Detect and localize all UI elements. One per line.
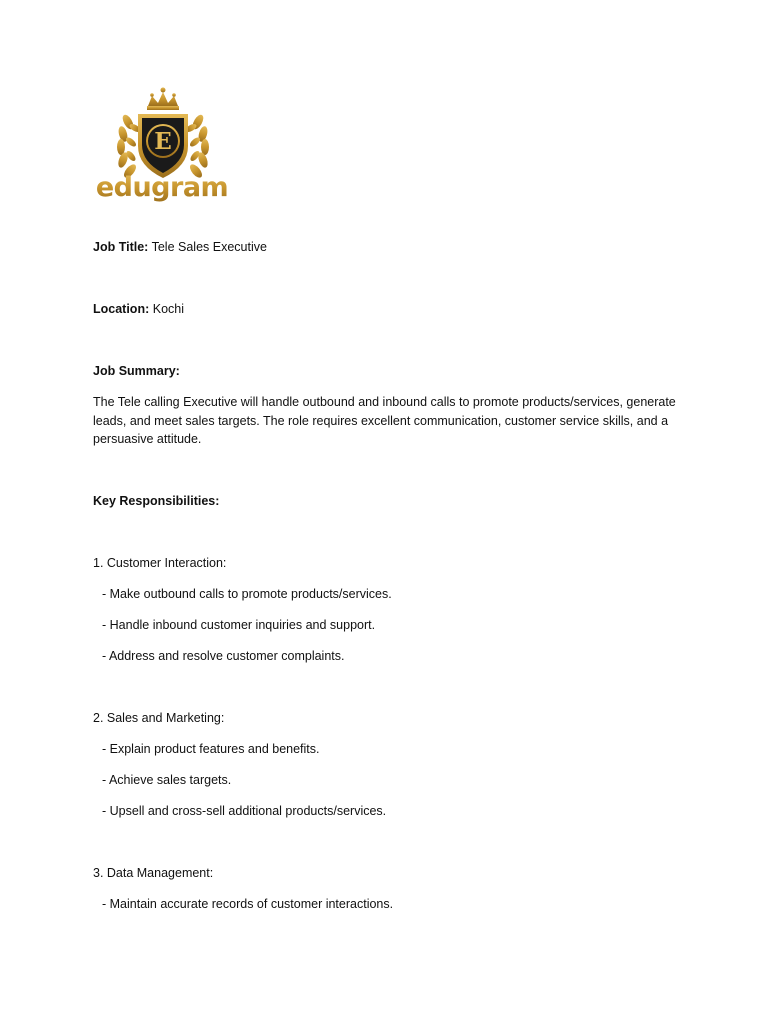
logo-emblem	[92, 86, 234, 222]
job-title-value: Tele Sales Executive	[151, 240, 267, 254]
list-item: - Make outbound calls to promote products/services.	[102, 587, 392, 601]
edugram-logo	[92, 86, 234, 222]
job-summary-heading: Job Summary:	[93, 364, 180, 378]
list-item: - Address and resolve customer complaints.	[102, 649, 345, 663]
list-item: - Handle inbound customer inquiries and support.	[102, 618, 376, 632]
key-responsibilities-heading: Key Responsibilities:	[93, 494, 220, 508]
location-line	[93, 300, 184, 318]
list-item: - Achieve sales targets.	[102, 773, 232, 787]
logo-wordmark: edugram	[95, 172, 229, 203]
section-title: 3. Data Management:	[93, 866, 214, 880]
section-title: 2. Sales and Marketing:	[93, 711, 225, 725]
list-item: - Maintain accurate records of customer interactions.	[102, 897, 394, 911]
laurel-right-icon	[184, 113, 209, 180]
job-title-line	[93, 238, 267, 256]
laurel-left-icon	[117, 113, 142, 180]
location-label: Location:	[93, 302, 150, 316]
location-value: Kochi	[152, 302, 185, 316]
list-item: - Upsell and cross-sell additional products/services.	[102, 804, 387, 818]
job-title-label: Job Title:	[93, 240, 149, 254]
logo-letter: E	[154, 128, 172, 155]
shield-icon	[138, 114, 188, 178]
crown-icon	[147, 88, 179, 111]
section-title: 1. Customer Interaction:	[93, 556, 227, 570]
job-summary-text: The Tele calling Executive will handle outbound and inbound calls to promote products/services, generate leads, and meet sales targets. The role requires excellent communication, customer service skills, and a persuasive attitude.	[93, 395, 676, 446]
list-item: - Explain product features and benefits.	[102, 742, 320, 756]
